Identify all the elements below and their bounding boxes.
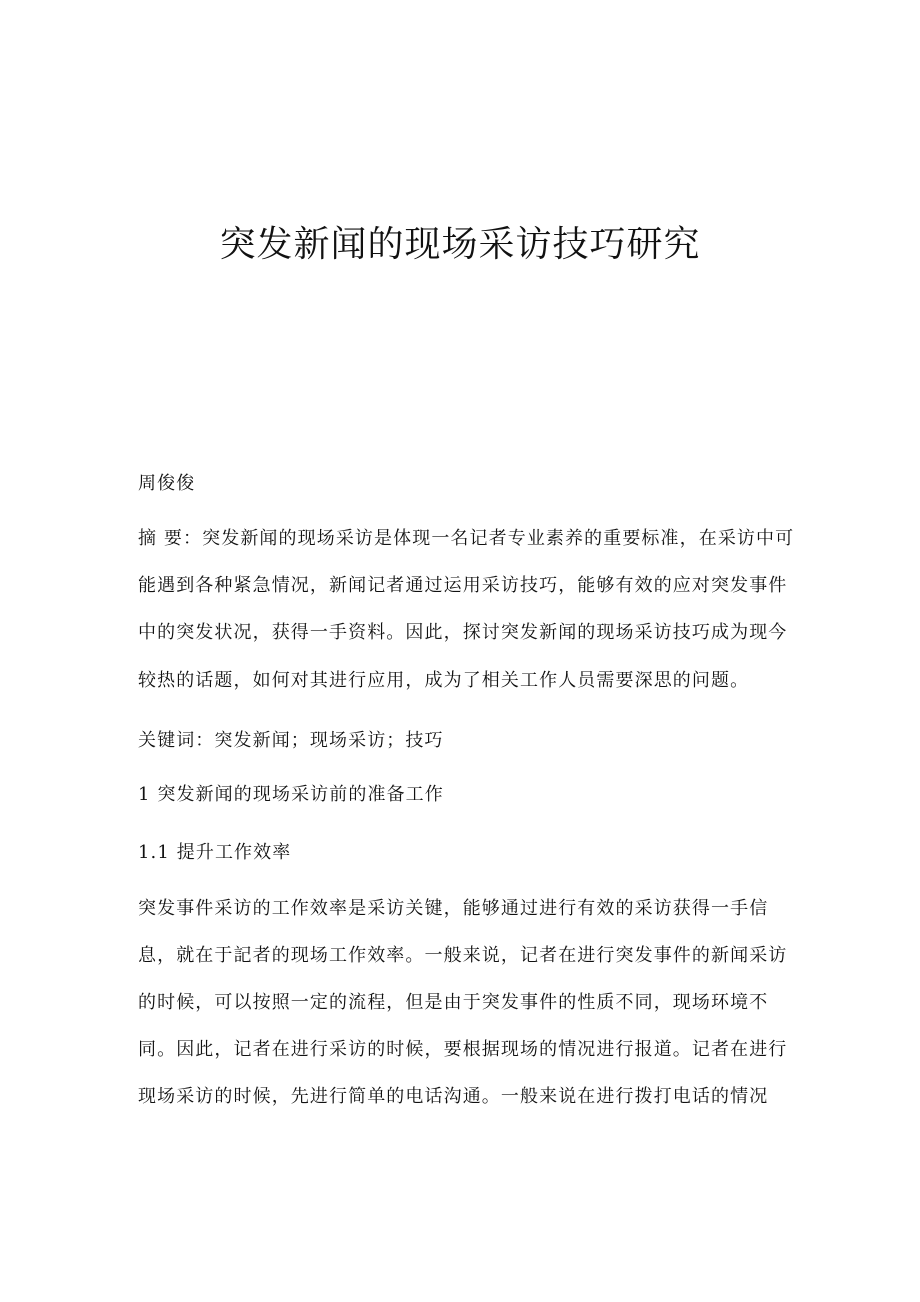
abstract-line: 较热的话题，如何对其进行应用，成为了相关工作人员需要深思的问题。 bbox=[138, 670, 750, 691]
section-heading: 1 突发新闻的现场采访前的准备工作 bbox=[138, 784, 444, 805]
abstract-line: 能遇到各种紧急情况，新闻记者通过运用采访技巧，能够有效的应对突发事件 bbox=[138, 575, 788, 596]
author: 周俊俊 bbox=[138, 473, 196, 494]
body-line: 的时候，可以按照一定的流程，但是由于突发事件的性质不同，现场环境不 bbox=[138, 992, 769, 1013]
subsection-heading: 1.1 提升工作效率 bbox=[138, 842, 292, 863]
keywords: 关键词：突发新闻；现场采访；技巧 bbox=[138, 730, 444, 751]
body-line: 现场采访的时候，先进行简单的电话沟通。一般来说在进行拨打电话的情况 bbox=[138, 1086, 769, 1107]
abstract-line: 摘 要：突发新闻的现场采访是体现一名记者专业素养的重要标准，在采访中可 bbox=[138, 528, 795, 549]
body-line: 突发事件采访的工作效率是采访关键，能够通过进行有效的采访获得一手信 bbox=[138, 898, 769, 919]
abstract-line: 中的突发状况，获得一手资料。因此，探讨突发新闻的现场采访技巧成为现今 bbox=[138, 622, 788, 643]
document-title: 突发新闻的现场采访技巧研究 bbox=[219, 224, 701, 265]
body-line: 息，就在于記者的现场工作效率。一般来说，记者在进行突发事件的新闻采访 bbox=[138, 945, 788, 966]
body-line: 同。因此，记者在进行采访的时候，要根据现场的情况进行报道。记者在进行 bbox=[138, 1039, 788, 1060]
